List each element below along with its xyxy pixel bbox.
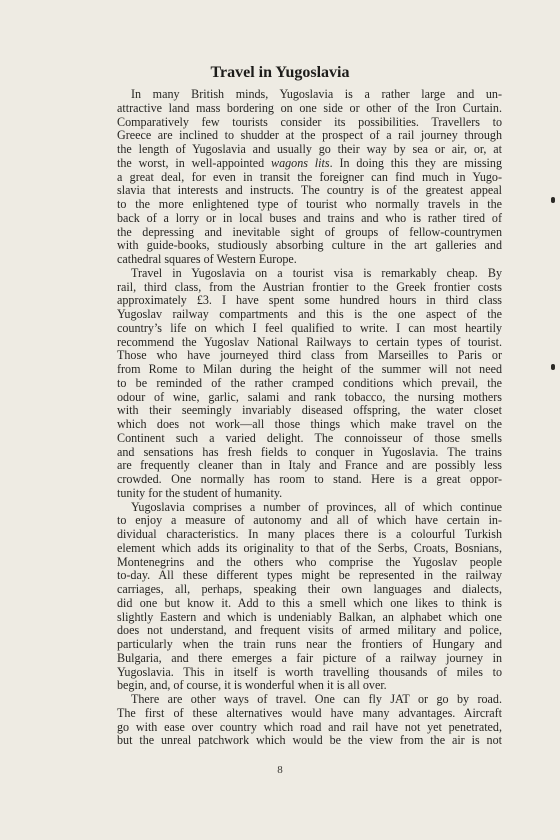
text-line: begin, and, of course, it is wonderful when it is all over. — [117, 678, 387, 693]
text-line: back of a lorry or in local buses and trains and who is rather tired of — [117, 210, 502, 225]
text-line: The first of these alternatives would have many advantages. Aircraft — [117, 705, 502, 720]
text-line: attractive land mass bordering on one side or other of the Iron Curtain. — [117, 100, 502, 115]
text-line: slavia that interests and instructs. The country is of the greatest appeal — [117, 183, 502, 198]
text-line: Comparatively few tourists consider its possibilities. Travellers to — [117, 114, 502, 129]
paragraph-4 — [117, 693, 502, 748]
text-line: from Rome to Milan during the height of the summer will not need — [117, 362, 502, 376]
text-line: tunity for the student of humanity. — [117, 485, 283, 500]
text-line: Yugoslavia comprises a number of provinces, all of which continue — [131, 499, 502, 514]
text-line: and sensations has fresh fields to conquer in Yugoslavia. The trains — [117, 444, 502, 459]
text-line: slightly Eastern and which is undeniably Balkan, an alphabet which one — [117, 609, 502, 624]
text-line: Those who have journeyed third class from Marseilles to Paris or — [117, 348, 502, 363]
text-line: with their seemingly invariably diseased offspring, the water closet — [117, 403, 502, 418]
text-line: odour of wine, garlic, salami and rank tobacco, the nursing mothers — [117, 389, 502, 404]
margin-ink-mark — [551, 364, 555, 370]
text-line: which does not work—all those things which make travel on the — [117, 417, 502, 431]
text-line: a great deal, for even in transit the foreigner can find much in Yugo- — [117, 169, 502, 184]
text-line: to enjoy a measure of autonomy and all of which have certain in- — [117, 513, 502, 528]
page-number: 8 — [277, 764, 283, 776]
text-line: does not understand, and frequent visits of armed military and police, — [117, 623, 502, 638]
text-line: rail, third class, from the Austrian frontier to the Greek frontier costs — [117, 279, 502, 294]
text-line: did one but know it. Add to this a smell which one likes to think is — [117, 595, 502, 610]
italic-phrase: wagons lits — [271, 155, 330, 170]
text-line: to-day. All these different types might be represented in the railway — [117, 568, 502, 583]
text-line: are frequently cleaner than in Italy and France and are possibly less — [117, 458, 502, 473]
paragraph-1 — [117, 88, 502, 267]
text-line: carriages, all, perhaps, speaking their own languages and dialects, — [117, 582, 502, 596]
text-line: Continent such a varied delight. The connoisseur of those smells — [117, 430, 502, 445]
text-line: element which adds its originality to that of the Serbs, Croats, Bosnians, — [117, 540, 502, 555]
text-line: Bulgaria, and there emerges a fair picture of a railway journey in — [117, 650, 502, 665]
text-line: Yugoslavia. This in itself is worth travelling thousands of miles to — [117, 664, 502, 679]
chapter-title: Travel in Yugoslavia — [210, 64, 350, 81]
text-line: crowded. One normally has room to stand. Here is a great oppor- — [117, 472, 502, 486]
text-line: dividual characteristics. In many places there is a colourful Turkish — [117, 527, 502, 541]
body-text — [117, 88, 502, 748]
text-line: Montenegrins and the others who comprise the Yugoslav people — [117, 554, 502, 569]
text-line: go with ease over country which road and rail have not yet penetrated, — [117, 719, 502, 734]
text-line: cathedral squares of Western Europe. — [117, 252, 297, 266]
text-line: to be reminded of the rather cramped conditions which prevail, the — [117, 375, 502, 390]
text-line: recommend the Yugoslav National Railways to certain types of tourist. — [117, 334, 502, 349]
text-line: the depressing and inevitable sight of groups of fellow-countrymen — [117, 224, 502, 239]
text-line: particularly when the train runs near the frontiers of Hungary and — [117, 637, 502, 651]
text-line: the length of Yugoslavia and usually go their way by sea or air, or, at — [117, 142, 502, 156]
text-line: There are other ways of travel. One can fly JAT or go by road. — [131, 692, 502, 706]
text-line: with guide-books, studiously absorbing culture in the art galleries and — [117, 238, 502, 253]
margin-ink-mark — [551, 197, 555, 203]
text-line: to the more enlightened type of tourist who normally travels in the — [117, 197, 502, 211]
text-line: country’s life on which I feel qualified to write. I can most heartily — [117, 320, 502, 335]
text-line: Travel in Yugoslavia on a tourist visa is remarkably cheap. By — [131, 265, 502, 280]
text-line: approximately £3. I have spent some hundred hours in third class — [117, 293, 502, 308]
text-line: In many British minds, Yugoslavia is a rather large and un- — [131, 87, 502, 101]
paragraph-2 — [117, 267, 502, 501]
text-line: Greece are inclined to shudder at the prospect of a rail journey through — [117, 128, 502, 143]
text-line: but the unreal patchwork which would be the view from the air is not — [117, 733, 502, 748]
text-line: the worst, in well-appointed wagons lits. In doing this they are missing — [117, 155, 502, 170]
paragraph-3 — [117, 501, 502, 694]
text-line: Yugoslav railway compartments and this is the one aspect of the — [117, 307, 502, 321]
